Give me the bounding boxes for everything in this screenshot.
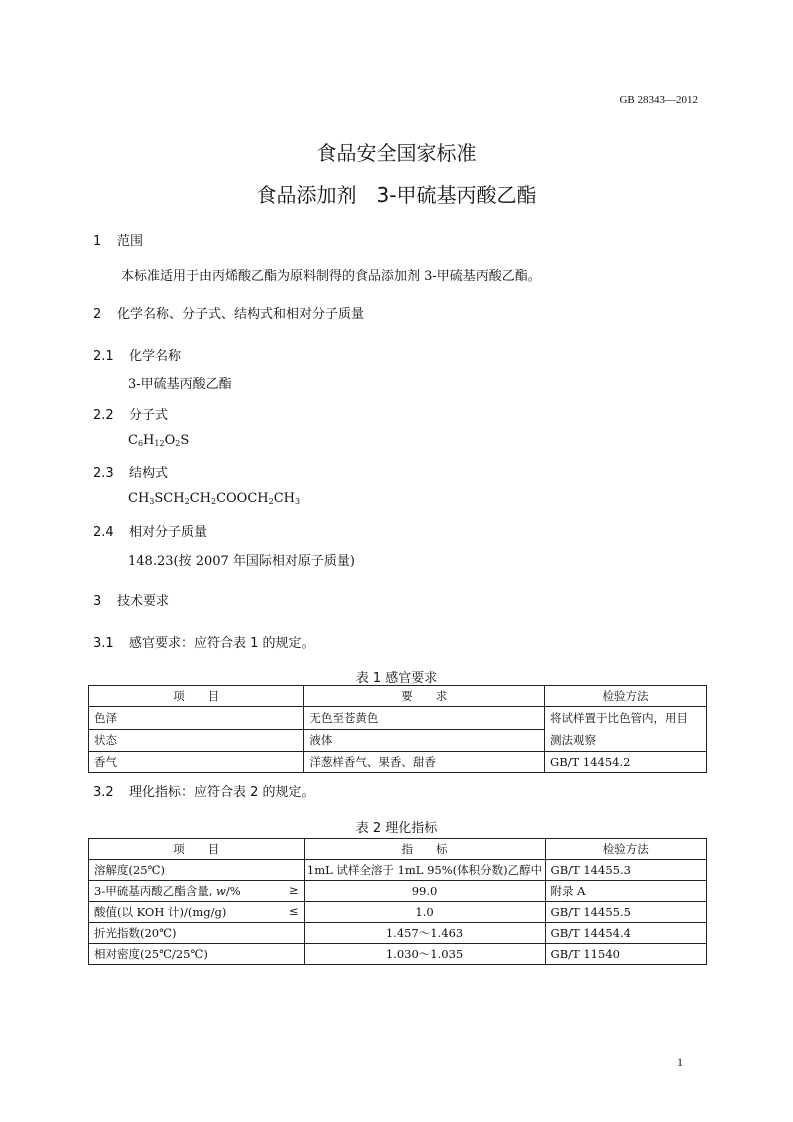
section-number: 3.1 <box>93 636 114 651</box>
table-header-row <box>89 839 707 860</box>
section-3-heading <box>93 590 169 609</box>
section-title: 化学名称、分子式、结构式和相对分子质量 <box>117 307 365 322</box>
table-row <box>89 707 707 730</box>
section-title: 技术要求 <box>117 594 170 609</box>
page-number: 1 <box>677 1055 683 1069</box>
table-row <box>89 881 707 902</box>
cell-item: 溶解度(25℃) <box>89 860 305 881</box>
cell-item: 酸值(以 KOH 计)/(mg/g) ≤ <box>89 902 305 923</box>
molecular-formula: $C_6H_{12}O_2S$ <box>128 433 190 448</box>
table-header-row <box>89 686 707 707</box>
cell-item: 色泽 <box>89 707 304 730</box>
section-title: 分子式 <box>129 408 169 423</box>
cell-method: GB/T 14454.2 <box>545 752 707 773</box>
section-number: 3.2 <box>93 785 114 800</box>
cell-value: 1.030～1.035 <box>304 944 545 965</box>
table-row <box>89 860 707 881</box>
molecular-mass: 148.23(按 2007 年国际相对原子质量) <box>128 554 355 569</box>
section-3-2-heading <box>93 781 315 800</box>
section-number: 3 <box>93 594 102 609</box>
section-1-heading <box>93 230 143 249</box>
section-2-2-heading <box>93 404 168 423</box>
header-requirement: 要 求 <box>304 686 545 707</box>
header-item: 项 目 <box>89 686 304 707</box>
section-title: 感官要求：应符合表 1 的规定。 <box>129 636 315 651</box>
header-method: 检验方法 <box>545 686 707 707</box>
section-number: 1 <box>93 234 102 249</box>
section-2-3-heading <box>93 462 168 481</box>
cell-value: 1mL 试样全溶于 1mL 95%(体积分数)乙醇中 <box>304 860 545 881</box>
section-number: 2 <box>93 307 102 322</box>
cell-item: 折光指数(20℃) <box>89 923 305 944</box>
header-indicator: 指 标 <box>304 839 545 860</box>
section-title: 范围 <box>117 234 144 249</box>
standard-number: GB 28343—2012 <box>619 94 698 106</box>
cell-value: 1.0 <box>304 902 545 923</box>
cell-method-merged: 将试样置于比色管内，用目 测法观察 <box>545 707 707 752</box>
table-row <box>89 923 707 944</box>
cell-requirement: 无色至苍黄色 <box>304 707 545 730</box>
scope-paragraph: 本标准适用于由丙烯酸乙酯为原料制得的食品添加剂 3-甲硫基丙酸乙酯。 <box>121 269 541 284</box>
chemical-name: 3-甲硫基丙酸乙酯 <box>128 377 232 392</box>
cell-value: 99.0 <box>304 881 545 902</box>
cell-item: 3-甲硫基丙酸乙酯含量, w/% ≥ <box>89 881 305 902</box>
document-subtitle: 食品添加剂 3-甲硫基丙酸乙酯 <box>256 183 537 207</box>
document-title: 食品安全国家标准 <box>316 141 477 165</box>
section-title: 理化指标：应符合表 2 的规定。 <box>129 785 315 800</box>
section-number: 2.3 <box>93 466 114 481</box>
section-3-1-heading <box>93 632 315 651</box>
section-number: 2.2 <box>93 408 114 423</box>
comparison-symbol: ≥ <box>288 883 299 897</box>
cell-requirement: 洋葱样香气、果香、甜香 <box>304 752 545 773</box>
table-1-caption: 表 1 感官要求 <box>355 671 438 686</box>
cell-method: 附录 A <box>545 881 706 902</box>
sensory-requirements-table <box>88 685 707 773</box>
table-2-caption: 表 2 理化指标 <box>355 821 438 836</box>
cell-item: 状态 <box>89 729 304 752</box>
section-2-1-heading <box>93 345 181 364</box>
physicochemical-indicators-table <box>88 838 707 965</box>
structural-formula: $CH_3SCH_2CH_2COOCH_2CH_3$ <box>128 491 301 506</box>
cell-item: 相对密度(25℃/25℃) <box>89 944 305 965</box>
cell-requirement: 液体 <box>304 729 545 752</box>
header-item: 项 目 <box>89 839 305 860</box>
cell-item: 香气 <box>89 752 304 773</box>
section-title: 结构式 <box>129 466 169 481</box>
table-row <box>89 902 707 923</box>
comparison-symbol: ≤ <box>288 904 299 918</box>
cell-method: GB/T 11540 <box>545 944 706 965</box>
table-row <box>89 944 707 965</box>
cell-method: GB/T 14455.5 <box>545 902 706 923</box>
cell-method: GB/T 14455.3 <box>545 860 706 881</box>
section-2-4-heading <box>93 521 207 540</box>
table-row <box>89 752 707 773</box>
section-title: 化学名称 <box>129 349 182 364</box>
cell-method: GB/T 14454.4 <box>545 923 706 944</box>
header-method: 检验方法 <box>545 839 706 860</box>
section-number: 2.1 <box>93 349 114 364</box>
section-title: 相对分子质量 <box>129 525 208 540</box>
section-number: 2.4 <box>93 525 114 540</box>
cell-value: 1.457～1.463 <box>304 923 545 944</box>
section-2-heading <box>93 303 364 322</box>
